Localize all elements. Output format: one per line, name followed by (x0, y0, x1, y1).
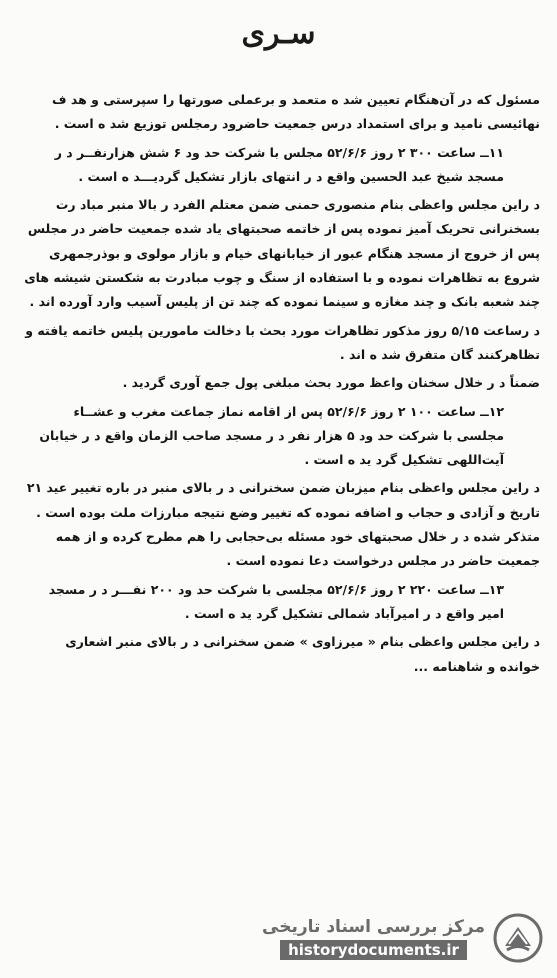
watermark-text (262, 917, 485, 960)
paragraph-item-12-detail: د راین مجلس واعظی بنام میزبان ضمن سخنرانی د ر بالای منبر در باره تغییر عید ۲۱ تاریخ و آزادی و حجاب و اضافه نموده که تغییر وضع نتیجه مبارزات ملت بوده است . متذکر شده د ر خلال صحبتهای خود مسئله بی‌حجابی را هم مطرح کرده و از همه جمعیت حاضر در مجلس درخواست دعا نموده است . (26, 480, 540, 569)
book-logo-icon (493, 913, 543, 963)
paragraph-item-11-note: ضمناً د ر خلال سخنان واعظ مورد بحث مبلغی پول جمع آوری گردید . (122, 375, 540, 391)
paragraph-item-11-end: د رساعت ۵/۱۵ روز مذکور تظاهرات مورد بحث با دخالت مامورین پلیس خاتمه یافته و تظاهرکنند گان متفرق شد ه اند . (25, 322, 540, 362)
paragraph-item-11: ۱۱ــ ساعت ۳۰۰ ۲ روز ۵۲/۶/۶ مجلس با شرکت حد ود ۶ شش هزارنفــر د ر مسجد شیخ عبد الحسین واقع د ر انتهای بازار تشکیل گردیـــد ه است . (54, 144, 504, 184)
paragraph-intro: مسئول که در آن‌هنگام تعیین شد ه متعمد و برعملی صورتها را سپرستی و هد ف نهائیسی نامید و برای استمداد درس جمعیت حاضرود رمجلس توزیع شد ه است . (52, 92, 540, 132)
document-title: سـری (241, 16, 316, 51)
paragraph-item-13: ۱۳ــ ساعت ۲۲۰ ۲ روز ۵۲/۶/۶ مجلسی با شرکت حد ود ۲۰۰ نفـــر د ر مسجد امیر واقع د ر امیرآباد شمالی تشکیل گرد ید ه است . (48, 581, 504, 621)
document-body (22, 88, 540, 679)
archive-watermark (262, 910, 543, 966)
watermark-org-name: مرکز بررسی اسناد تاریخی (262, 916, 485, 937)
paragraph-item-11-detail: د راین مجلس واعظی بنام منصوری حمنی ضمن معتلم الفرد ر بالا منبر مباد رت بسخنرانی تحریک آمیز نموده پس از خاتمه صحبتهای یاد شده جمعیت حاضر در مجلس پس از خروج از مسجد هنگام عبور از خیابانهای خیام و بازار مولوی و بوذرجمهری شروع به تظاهرات نموده و با استفاده از سنگ و چوب مبادرت به شکستن شیشه های چند شعبه بانک و چند مغازه و سینما نموده که چند تن از پلیس آسیب وارد آورده اند . (24, 197, 540, 310)
watermark-url: historydocuments.ir (280, 940, 467, 960)
paragraph-item-12: ۱۲ــ ساعت ۱۰۰ ۲ روز ۵۲/۶/۶ پس از اقامه نماز جماعت مغرب و عشــاء مجلسی با شرکت حد ود ۵ هزار نفر د ر مسجد صاحب الزمان واقع د ر خیابان آیت‌اللهی تشکیل گرد ید ه است . (39, 403, 504, 468)
paragraph-item-13-detail: د راین مجلس واعظی بنام « میرزاوی » ضمن سخنرانی د ر بالای منبر اشعاری خوانده و شاهنامه ... (65, 634, 540, 674)
